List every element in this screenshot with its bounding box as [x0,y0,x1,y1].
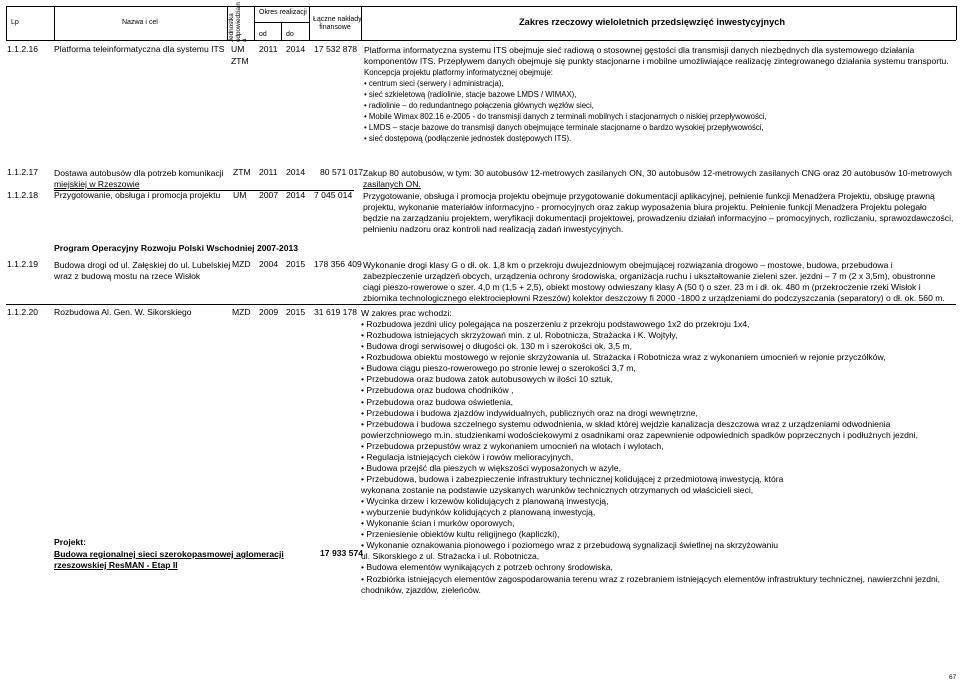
row-to: 2014 [286,44,306,54]
row-lp: 1.1.2.16 [7,44,39,54]
row-name: Przygotowanie, obsługa i promocja projektu [54,190,221,200]
project-label: Projekt: [54,537,86,547]
row-unit: ZTM [231,56,249,66]
header-outlays: Łączne nakłady finansowe [313,16,362,32]
row-to: 2014 [286,190,306,200]
row-to: 2015 [286,307,306,317]
col-line [6,6,7,40]
row-from: 2011 [259,167,278,177]
row-scope: W zakres prac wchodzi: • Rozbudowa jezdni ulicy polegająca na poszerzeniu z przekroju podstawowego 1x2 do przekroju 1x4, • Rozbudowa istniejących skrzyżowań min. z ul. Robotnicza, Strażacka i K. Wojtyły, • Budowa drogi serwisowej o długości ok. 130 m i szerokości ok. 3,5 m, • Rozbudowa obiektu mostowego w rejonie skrzyżowania ul. Strażacka i Robotnicza wraz z wykonaniem umocnień w rejonie przyczółków, • Budowa ciągu pieszo-rowerowego po stronie lewej o szerokości 3,7 m, • Przebudowa oraz budowa zatok autobusowych w ilości 10 sztuk, • Przebudowa oraz budowa chodników , • Przebudowa oraz budowa oświetlenia, • Przebudowa i budowa zjazdów indywidualnych, publicznych oraz na drogi wewnętrzne, • Przebudowa i budowa szczelnego systemu odwodnienia, w skład której wejdzie kanalizacja deszczowa wraz z urządzeniami odwodnienia powierzchniowego m.in. studzienkami wodościekowymi z osadnikami oraz zapewnienie odpowiednich spadków poprzecznych i podłużnych jezdni, • Przebudowa przepustów wraz z wykonaniem umocnień na wlotach i wylotach, • Regulacja istniejących cieków i rowów melioracyjnych, • Budowa przejść dla pieszych w większości wyposażonych w azyle, • Przebudowa, budowa i zabezpieczenie infrastruktury technicznej kolidującej z przedmiotową inwestycją, która wykonana zostanie na podstawie uzyskanych warunków technicznych otrzymanych od właścicieli sieci, • Wycinka drzew i krzewów kolidujących z planowaną inwestycją, • wyburzenie budynków kolidujących z planowaną inwestycją, • Wykonanie ścian i murków oporowych, • Przeniesienie obiektów kultu religijnego (kapliczki), • Wykonanie oznakowania pionowego i poziomego wraz z przebudową sygnalizacji świetlnej na skrzyżowaniu ul. Sikorskiego z ul. Strażacka i ul. Robotnicza, • Budowa elementów wynikających z potrzeb ochrony środowiska, • Rozbiórka istniejących elementów zagospodarowania terenu wraz z rozebraniem istniejących elementów infrastruktury technicznej, nawierzchni jezdni, chodników, zjazdów, zieleńców. [361,308,941,595]
header-period: Okres realizacji [259,9,307,16]
header-from: od [259,31,267,38]
program-title: Program Operacyjny Rozwoju Polski Wschodniej 2007-2013 [54,243,299,253]
row-scope: Wykonanie drogi klasy G o dł. ok. 1,8 km o przekroju dwujezdniowym obejmującej rozwiązania drogowo – mostowe, budowa, przebudowa i zabezpieczenie urządzeń obcych, urządzenia ochrony środowiska, organizacja ruchu i ukształtowanie zieleni szer. jezdni – 7 m (2 x 3,5m), obustronne ciągi pieszo-rowerowe o szer. 4,0 m (1,5 + 2,5), obiekt mostowy odwieszany klasy A (50 t) o szer. 23 m i dł. ok. 480 m (przekroczenie rzeki Wisłok i zbiornika technologicznego elektrociepłowni Rzeszów) kolektor deszczowy fi 2000 -1800 z urządzeniami do podczyszczania (separatory) o dł. ok. 560 m. [363,260,945,303]
project-amount: 17 933 574 [320,548,364,558]
header-name: Nazwa i cel [122,19,158,26]
row-scope: Przygotowanie, obsługa i promocja projektu obejmuje przygotowanie dokumentacji aplikacyjnej, pełnienie funkcji Menadżera Projektu, obsługę prawną projektu, wykonanie materiałów informacyjno - promocyjnych oraz zakup wyposażenia biura projektu. Pełnienie funkcji Menadżera Projektu polegało będzie na zarządzaniu projektem, weryfikacji dokumentacji projektowej, prowadzeniu działań informacyjno – promocyjnych, rozliczaniu, sprawozdawczości, pełnieniu nadzoru oraz kontroli nad realizacją zadań inwestycyjnych. [363,191,954,234]
row-to: 2014 [286,167,306,177]
header-top-line [6,6,956,7]
row-name: Rozbudowa Al. Gen. W. Sikorskiego [54,307,192,317]
header-bottom-line [6,40,956,41]
row-unit: UM [233,190,247,200]
row-amount: 31 619 178 [314,307,358,317]
row-from: 2004 [259,259,279,269]
row-to: 2015 [286,259,306,269]
row-from: 2007 [259,190,279,200]
row-name: Platforma teleinformatyczna dla systemu ITS [54,44,225,54]
project-name: Budowa regionalnej sieci szerokopasmowej aglomeracji rzeszowskiej ResMAN - Etap II [54,549,284,570]
row-amount: 80 571 017 [320,167,364,177]
row-name: Dostawa autobusów dla potrzeb komunikacji miejskiej w Rzeszowie [54,168,224,189]
row-lp: 1.1.2.17 [7,167,39,177]
col-line [227,6,228,40]
row-lp: 1.1.2.19 [7,259,39,269]
header-to: do [286,31,294,38]
col-line [281,22,282,40]
row-lp: 1.1.2.20 [7,307,39,317]
page-number: 67 [949,674,957,681]
col-line [956,6,957,40]
row-amount: 7 045 014 [314,190,353,200]
header-lp: Lp [11,19,19,26]
row-scope: Platforma informatyczna systemu ITS obejmuje sieć radiową o stosownej gęstości dla transmisji danych niezbędnych dla systemowego działania komponentów ITS. Przepływem danych obejmuje się punkty stacjonarne i mobilne umożliwiające realizację zintegrowanego działania systemu transportu. Koncepcja projektu platformy informatycznej obejmuje: • centrum sieci (serwery i administracja), • sieć szkieletową (radiolinie, stacje bazowe LMDS / WIMAX), • radiolinie – do redundantnego połączenia głównych węzłów sieci, • Mobile Wimax 802.16 e-2005 - do transmisji danych z terminali mobilnych i stacjonarnych o niskiej przepływowości, • LMDS – stacje bazowe do transmisji danych obejmujące terminale stacjonarne o bardzo wysokiej przepływowości, • sieć dostępową (podłączenie jednostek dostępowych ITS). [364,45,949,143]
row-unit: MZD [232,307,251,317]
row-amount: 17 532 878 [314,44,358,54]
col-line [361,6,362,40]
row-lp: 1.1.2.18 [7,190,39,200]
row-name: Budowa drogi od ul. Załęskiej do ul. Lubelskiej wraz z budową mostu na rzece Wisłok [54,260,231,281]
header-scope: Zakres rzeczowy wieloletnich przedsięwzięć inwestycyjnych [519,17,786,27]
row-unit: MZD [232,259,251,269]
row-from: 2009 [259,307,279,317]
row-amount: 178 356 409 [314,259,362,269]
col-line [254,6,255,40]
row-scope: Zakup 80 autobusów, w tym: 30 autobusów 12-metrowych zasilanych ON, 30 autobusów 12-metrowych zasilanych CNG oraz 20 autobusów 10-metrowych zasilanych ON. [363,168,952,189]
header-responsible-unit: Jednostka odpowiedzialn a [228,2,249,42]
col-line [309,6,310,40]
row-unit: ZTM [233,167,251,177]
row-unit: UM [231,44,245,54]
col-line [54,6,55,40]
row-divider [6,304,956,305]
row-from: 2011 [259,44,278,54]
